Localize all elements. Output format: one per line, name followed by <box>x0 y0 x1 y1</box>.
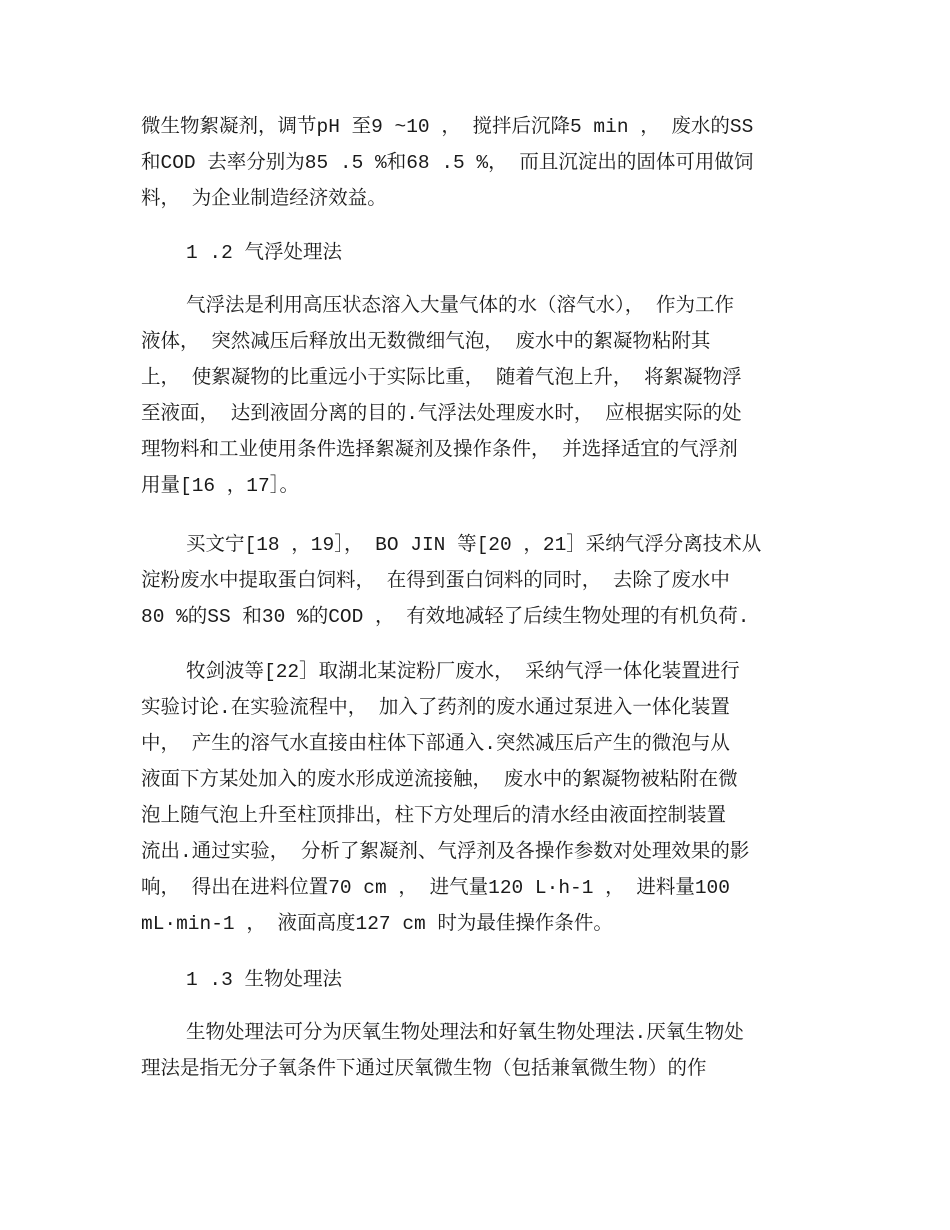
paragraph-line: 气浮法是利用高压状态溶入大量气体的水（溶气水）， 作为工作 <box>186 295 734 317</box>
paragraph-line: 实验讨论.在实验流程中， 加入了药剂的废水通过泵进入一体化装置 <box>141 697 730 719</box>
paragraph-line: 牧剑波等[22］取湖北某淀粉厂废水， 采纳气浮一体化装置进行 <box>186 661 740 683</box>
paragraph-line: 泡上随气泡上升至柱顶排出，柱下方处理后的清水经由液面控制装置 <box>141 805 727 827</box>
paragraph-line: 用量[16 ，17］。 <box>141 475 299 497</box>
paragraph-line: 至液面， 达到液固分离的目的.气浮法处理废水时， 应根据实际的处 <box>141 403 742 425</box>
paragraph-line: 响， 得出在进料位置70 cm ， 进气量120 L·h-1 ， 进料量100 <box>141 877 730 899</box>
section-heading: 1 .3 生物处理法 <box>186 969 343 991</box>
paragraph-line: 和COD 去率分别为85 .5 %和68 .5 %， 而且沉淀出的固体可用做饲 <box>141 152 754 174</box>
paragraph-line: 买文宁[18 ，19］， BO JIN 等[20 ，21］采纳气浮分离技术从 <box>186 534 762 556</box>
paragraph-line: mL·min-1 ， 液面高度127 cm 时为最佳操作条件。 <box>141 913 613 935</box>
paragraph-line: 生物处理法可分为厌氧生物处理法和好氧生物处理法.厌氧生物处 <box>186 1022 744 1044</box>
paragraph-line: 料， 为企业制造经济效益。 <box>141 188 387 210</box>
paragraph-line: 淀粉废水中提取蛋白饲料， 在得到蛋白饲料的同时， 去除了废水中 <box>141 570 730 592</box>
paragraph-line: 微生物絮凝剂，调节pH 至9 ~10 ， 搅拌后沉降5 min ， 废水的SS <box>141 116 754 138</box>
paragraph-line: 80 %的SS 和30 %的COD ， 有效地减轻了后续生物处理的有机负荷. <box>141 606 750 628</box>
paragraph-line: 中， 产生的溶气水直接由柱体下部通入.突然减压后产生的微泡与从 <box>141 733 730 755</box>
section-heading: 1 .2 气浮处理法 <box>186 242 343 264</box>
paragraph-line: 流出.通过实验， 分析了絮凝剂、气浮剂及各操作参数对处理效果的影 <box>141 841 750 863</box>
paragraph-line: 理物料和工业使用条件选择絮凝剂及操作条件， 并选择适宜的气浮剂 <box>141 439 738 461</box>
paragraph-line: 理法是指无分子氧条件下通过厌氧微生物（包括兼氧微生物）的作 <box>141 1058 707 1080</box>
paragraph-line: 上， 使絮凝物的比重远小于实际比重， 随着气泡上升， 将絮凝物浮 <box>141 367 742 389</box>
paragraph-line: 液面下方某处加入的废水形成逆流接触， 废水中的絮凝物被粘附在微 <box>141 769 738 791</box>
paragraph-line: 液体， 突然减压后释放出无数微细气泡， 废水中的絮凝物粘附其 <box>141 331 711 353</box>
